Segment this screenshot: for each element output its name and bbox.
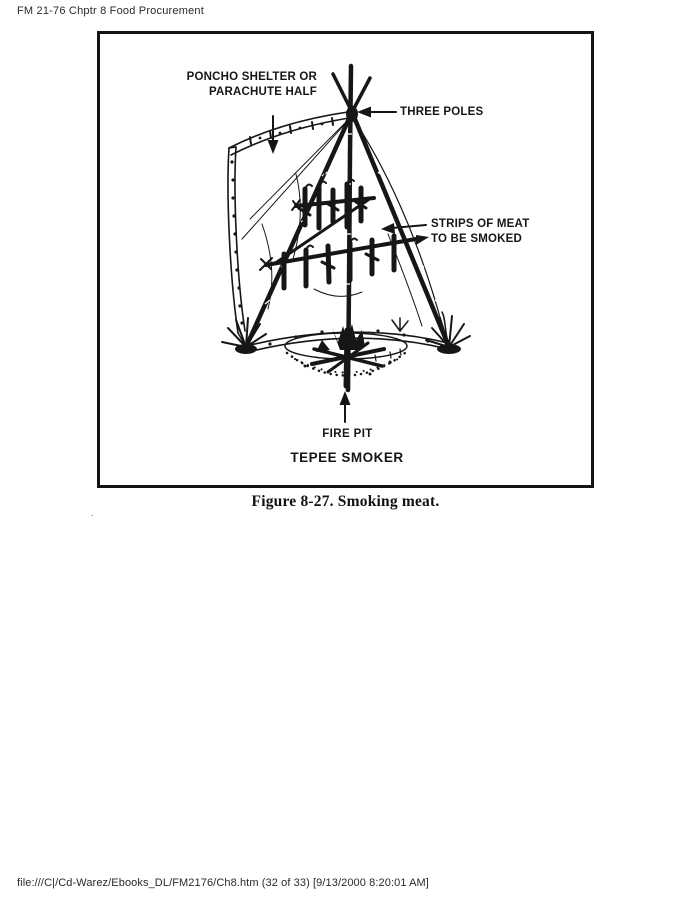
page-footer-text: file:///C|/Cd-Warez/Ebooks_DL/FM2176/Ch8.htm (32 of 33) [9/13/2000 8:20:01 AM] (17, 877, 429, 889)
label-poncho-line2: PARACHUTE HALF (209, 86, 317, 98)
label-poncho-shelter (155, 70, 317, 100)
label-three-poles: THREE POLES (400, 106, 484, 118)
label-fire-pit: FIRE PIT (322, 428, 373, 440)
fire-pit-arrow-up-icon (340, 391, 351, 422)
label-strips-line1: STRIPS OF MEAT (431, 218, 530, 230)
page-header-text: FM 21-76 Chptr 8 Food Procurement (17, 5, 204, 17)
figure-caption: Figure 8-27. Smoking meat. (251, 493, 440, 510)
tepee-smoker-illustration (100, 34, 591, 485)
label-strips-of-meat (431, 217, 529, 246)
diagram-title: TEPEE SMOKER (290, 450, 404, 465)
label-strips-line2: TO BE SMOKED (431, 232, 523, 245)
three-poles-arrow-left-icon (357, 107, 396, 118)
label-poncho-line1: PONCHO SHELTER OR (186, 71, 317, 83)
figure-frame (97, 31, 594, 488)
stray-mark: . (91, 508, 94, 518)
